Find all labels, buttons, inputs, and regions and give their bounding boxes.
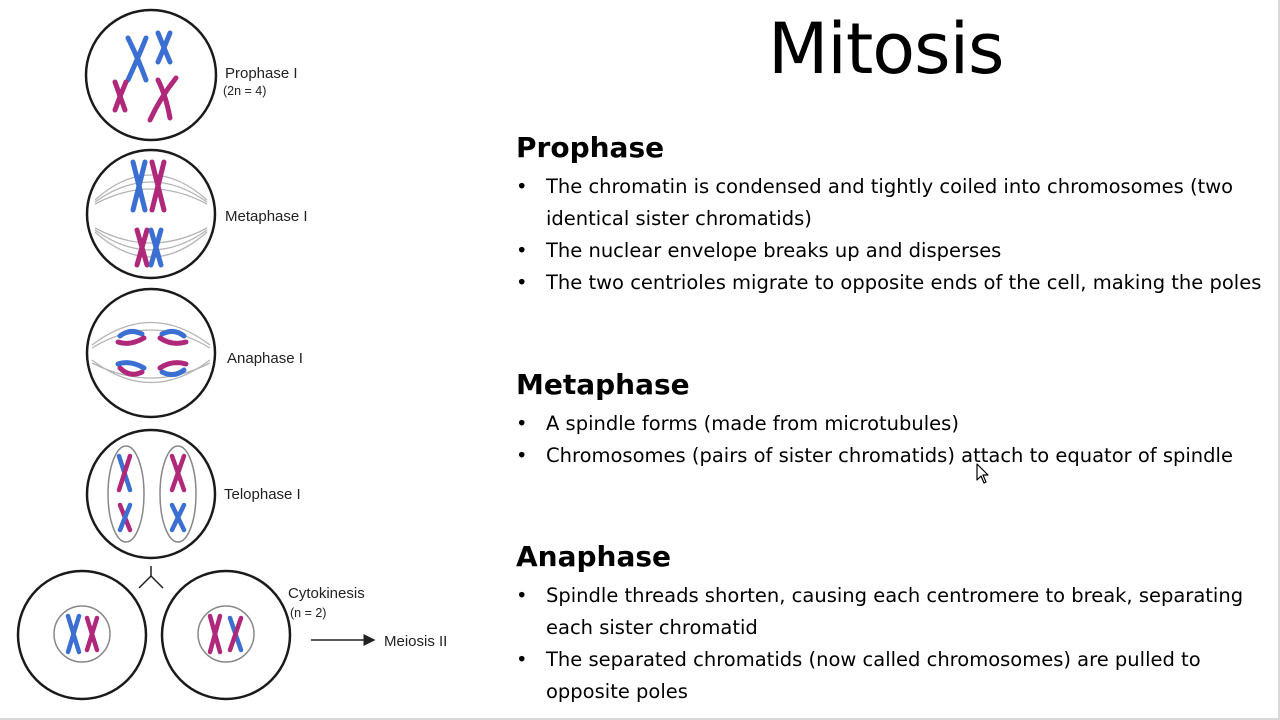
daughter-cell-left: [18, 571, 146, 699]
next-step-label: Meiosis II: [384, 633, 448, 650]
stage-label-metaphase: Metaphase I: [225, 208, 308, 225]
bullet-text: The nuclear envelope breaks up and disperses: [546, 239, 1002, 262]
prophase-bullets: [516, 171, 1272, 299]
bullet-dot: •: [516, 412, 528, 435]
stage-label-cytokinesis: Cytokinesis: [288, 585, 365, 602]
bullet-item: [516, 267, 1272, 299]
anaphase-cell: [87, 289, 215, 417]
bullet-text: The two centrioles migrate to opposite ends of the cell, making the poles: [546, 271, 1262, 294]
section-heading-anaphase: Anaphase: [516, 540, 672, 573]
bullet-dot: •: [516, 444, 528, 467]
bullet-dot: •: [516, 239, 528, 262]
bullet-item: [516, 440, 1272, 472]
bullet-dot: •: [516, 271, 528, 294]
section-heading-metaphase: Metaphase: [516, 368, 690, 401]
stage-sub-prophase: (2n = 4): [223, 84, 267, 98]
prophase-cell: [86, 10, 216, 140]
bullet-item: [516, 171, 1272, 235]
bullet-dot: •: [516, 648, 528, 671]
bullet-text: The separated chromatids (now called chromosomes) are pulled to opposite poles: [546, 648, 1201, 703]
stage-label-telophase: Telophase I: [224, 486, 301, 503]
metaphase-bullets: [516, 408, 1272, 472]
split-arrows: [139, 566, 163, 588]
bullet-item: [516, 644, 1272, 708]
meiosis-diagram: [0, 0, 480, 720]
bullet-item: [516, 580, 1272, 644]
daughter-cell-right: [162, 571, 290, 699]
bullet-text: Chromosomes (pairs of sister chromatids) attach to equator of spindle: [546, 444, 1233, 467]
slide-title: Mitosis: [768, 8, 1004, 90]
bullet-text: A spindle forms (made from microtubules): [546, 412, 959, 435]
bullet-text: Spindle threads shorten, causing each centromere to break, separating each sister chromatid: [546, 584, 1244, 639]
bullet-dot: •: [516, 175, 528, 198]
metaphase-cell: [87, 150, 215, 278]
bullet-item: [516, 408, 1272, 440]
stage-label-anaphase: Anaphase I: [227, 350, 303, 367]
telophase-cell: [87, 430, 215, 558]
stage-label-prophase: Prophase I: [225, 65, 298, 82]
mouse-pointer-icon: [976, 463, 990, 485]
section-heading-prophase: Prophase: [516, 131, 665, 164]
stage-sub-cytokinesis: (n = 2): [290, 606, 327, 620]
bullet-text: The chromatin is condensed and tightly coiled into chromosomes (two identical sister chromatids): [546, 175, 1234, 230]
anaphase-bullets: [516, 580, 1272, 708]
bullet-item: [516, 235, 1272, 267]
bullet-dot: •: [516, 584, 528, 607]
